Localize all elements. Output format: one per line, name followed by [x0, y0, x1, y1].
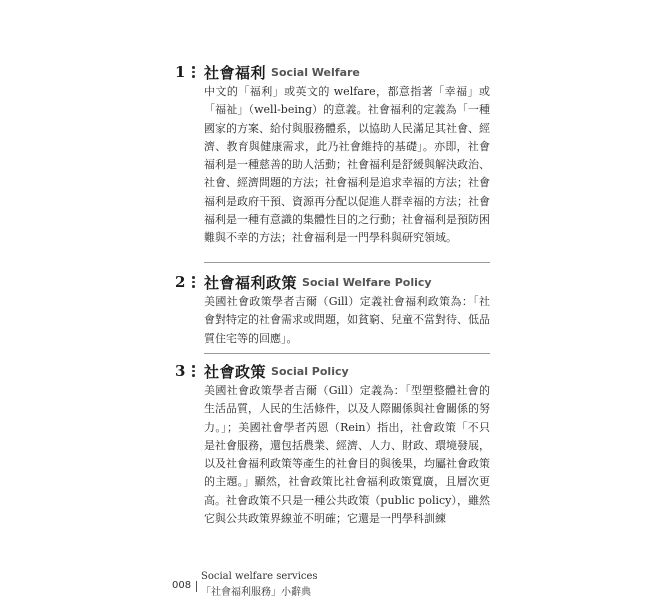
divider	[204, 353, 490, 354]
series-title-en: Social welfare services	[201, 571, 318, 582]
entry-body: 美國社會政策學者吉爾（Gill）定義為：「型塑整體社會的生活品質，人民的生活條件，以及人際關係與社會關係的努力。」；美國社會學者芮恩（Rein）指出，社會政策「不只是社會服務，還包括農業、經濟、人力、財政、環境發展，以及社會福利政策等產生的社會目的與後果，均屬社會政策的主題。」顯然，社會政策比社會福利政策寬廣，且層次更高。社會政策不只是一種公共政策（public policy），雖然它與公共政策界線並不明確；它還是一門學科訓練	[204, 384, 490, 526]
entry-3	[175, 360, 490, 528]
entry-heading	[175, 271, 490, 293]
entry-number: 1	[175, 63, 186, 81]
entry-title-zh: 社會福利	[204, 63, 267, 82]
dots-separator-icon	[189, 365, 198, 377]
dots-separator-icon	[189, 66, 198, 78]
series-title-zh: 「社會福利服務」小辭典	[201, 587, 311, 598]
entry-title-zh: 社會政策	[204, 362, 267, 381]
dots-separator-icon	[189, 276, 198, 288]
entry-body: 美國社會政策學者吉爾（Gill）定義社會福利政策為：「社會對特定的社會需求或問題，如貧窮、兒童不當對待、低品質住宅等的回應」。	[204, 295, 490, 345]
entry-1	[175, 61, 490, 248]
page-number: 008	[172, 580, 192, 591]
entry-number: 3	[175, 362, 186, 380]
entry-2	[175, 271, 490, 348]
entry-body: 中文的「福利」或英文的 welfare，都意指著「幸福」或「福祉」（well-being）的意義。社會福利的定義為「一種國家的方案、給付與服務體系，以協助人民滿足其社會、經濟、教育與健康需求，此乃社會維持的基礎」。亦即，社會福利是一種慈善的助人活動；社會福利是舒緩與解決政治、社會、經濟問題的方法；社會福利是追求幸福的方法；社會福利是政府干預、資源再分配以促進人群幸福的方法；社會福利是一種有意識的集體性目的之行動；社會福利是預防困難與不幸的方法；社會福利是一門學科與研究領域。	[204, 85, 490, 245]
entry-title-en: Social Welfare	[271, 65, 360, 79]
entry-number: 2	[175, 273, 186, 291]
entry-heading	[175, 360, 490, 382]
entry-title-en: Social Policy	[271, 364, 349, 378]
entry-heading	[175, 61, 490, 83]
divider	[204, 262, 490, 263]
entry-title-en: Social Welfare Policy	[302, 275, 432, 289]
footer-divider	[196, 581, 197, 592]
entry-title-zh: 社會福利政策	[204, 273, 298, 292]
